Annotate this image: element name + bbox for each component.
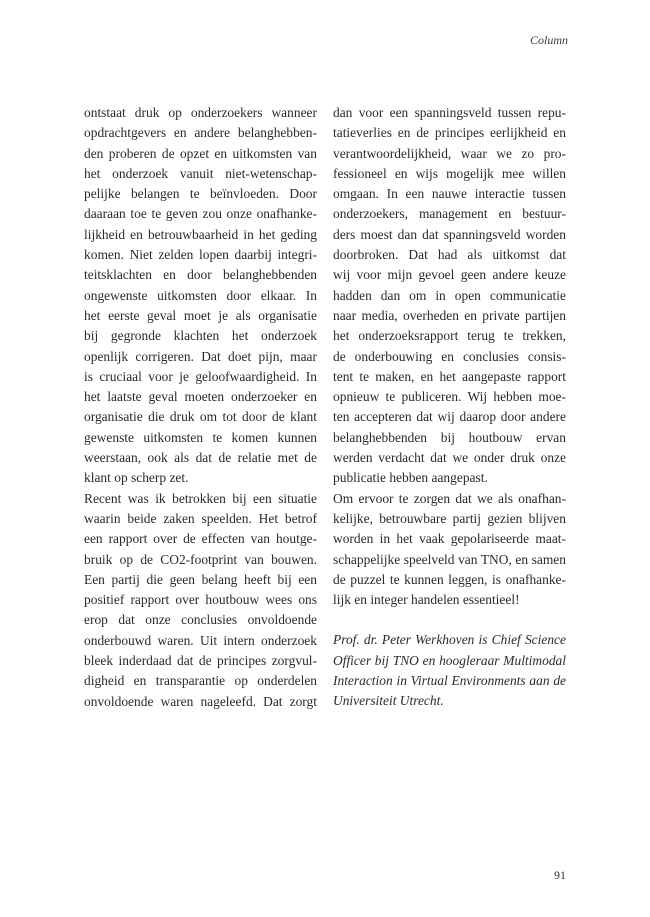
text-line: daaraan toe te geven zou onze onafhanke- <box>84 206 317 222</box>
text-line: werden verdacht dat we onder druk onze <box>333 450 566 466</box>
page-number: 91 <box>554 868 566 882</box>
text-line: fessioneel en wijs mogelijk mee willen <box>333 165 566 181</box>
text-line: pelijke belangen te beïnvloeden. Door <box>84 186 317 202</box>
text-line: Recent was ik betrokken bij een situatie <box>84 490 317 506</box>
text-line: erop dat onze conclusies onvoldoende <box>84 612 317 628</box>
text-line: tent te maken, en het aangepaste rapport <box>333 368 566 384</box>
text-line: opnieuw te publiceren. Wij hebben moe- <box>333 389 566 405</box>
text-line: omgaan. In een nauwe interactie tussen <box>333 186 566 202</box>
running-head: Column <box>529 33 568 47</box>
text-line: het eerste geval moet je als organisatie <box>84 307 317 323</box>
body-paragraph <box>84 103 317 489</box>
text-line: gewenste uitkomsten te komen kunnen <box>84 429 317 445</box>
text-line: tatieverlies en de principes eerlijkheid en <box>333 125 566 141</box>
text-line: komen. Niet zelden lopen daarbij integri- <box>84 247 317 263</box>
author-bio <box>333 630 566 711</box>
text-line: bruik op de CO2-footprint van bouwen. <box>84 551 317 567</box>
text-line: Een partij die geen belang heeft bij een <box>84 571 317 587</box>
text-line: lijkheid en betrouwbaarheid in het geding <box>84 226 317 242</box>
text-line: Interaction in Virtual Environments aan de <box>333 673 566 689</box>
text-line: is cruciaal voor je geloofwaardigheid. In <box>84 368 317 384</box>
body-paragraph <box>333 103 566 489</box>
body-paragraph <box>333 489 566 611</box>
left-column <box>84 103 317 712</box>
text-line: openlijk corrigeren. Dat doet pijn, maar <box>84 348 317 364</box>
text-line: positief rapport over houtbouw wees ons <box>84 592 317 608</box>
text-line: bij gegronde klachten het onderzoek <box>84 328 317 344</box>
text-line: naar media, overheden en private partijen <box>333 307 566 323</box>
text-line: Officer bij TNO en hoogleraar Multimodal <box>333 652 566 668</box>
text-line: de onderbouwing en conclusies consis- <box>333 348 566 364</box>
text-line: weerstaan, ook als dat de relatie met de <box>84 450 317 466</box>
text-line: worden in het vaak gepolariseerde maat- <box>333 531 566 547</box>
body-paragraph <box>84 489 317 712</box>
text-line: onvoldoende waren nageleefd. Dat zorgt <box>84 693 317 709</box>
text-line: ten accepteren dat wij daarop door andere <box>333 409 566 425</box>
text-line: ongewenste uitkomsten door elkaar. In <box>84 287 317 303</box>
text-line: de puzzel te kunnen leggen, is onafhanke- <box>333 571 566 587</box>
text-line: belanghebbenden bij houtbouw ervan <box>333 429 566 445</box>
text-line: Om ervoor te zorgen dat we als onafhan- <box>333 490 566 506</box>
text-line: het onderzoek vanuit niet-wetenschap- <box>84 165 317 181</box>
text-line: onderzoekers, management en bestuur- <box>333 206 566 222</box>
text-line: lijk en integer handelen essentieel! <box>333 592 520 608</box>
text-line: opdrachtgevers en andere belanghebben- <box>84 125 317 141</box>
text-line: onderbouwd waren. Uit intern onderzoek <box>84 632 317 648</box>
text-line: het onderzoeksrapport terug te trekken, <box>333 328 566 344</box>
text-line: publicatie hebben aangepast. <box>333 470 488 486</box>
text-line: den proberen de opzet en uitkomsten van <box>84 145 317 161</box>
right-column <box>333 103 566 712</box>
text-line: bleek inderdaad dat de principes zorgvul- <box>84 653 317 669</box>
text-line: wij voor mijn gevoel geen andere keuze <box>333 267 566 283</box>
text-line: klant op scherp zet. <box>84 470 189 486</box>
text-line: teitsklachten en door belanghebbenden <box>84 267 317 283</box>
text-line: digheid en transparantie op onderdelen <box>84 673 317 689</box>
text-line: ontstaat druk op onderzoekers wanneer <box>84 105 317 120</box>
text-line: organisatie die druk om tot door de klant <box>84 409 317 425</box>
text-line: doorbroken. Dat had als uitkomst dat <box>333 247 566 263</box>
text-line: ders moest dan dat spanningsveld worden <box>333 226 566 242</box>
text-line: hadden dan om in open communicatie <box>333 287 566 303</box>
text-line: schappelijke speelveld van TNO, en samen <box>333 551 566 567</box>
text-line: verantwoordelijkheid, waar we zo pro- <box>333 145 566 161</box>
text-line: kelijke, betrouwbare partij gezien blijven <box>333 510 566 526</box>
text-line: Prof. dr. Peter Werkhoven is Chief Science <box>333 632 566 648</box>
text-line: dan voor een spanningsveld tussen repu- <box>333 105 566 120</box>
text-line: het laatste geval moeten onderzoeker en <box>84 389 317 405</box>
text-line: waarin beide zaken speelden. Het betrof <box>84 510 317 526</box>
text-line: een rapport over de effecten van houtge- <box>84 531 317 547</box>
text-line: Universiteit Utrecht. <box>333 693 444 709</box>
